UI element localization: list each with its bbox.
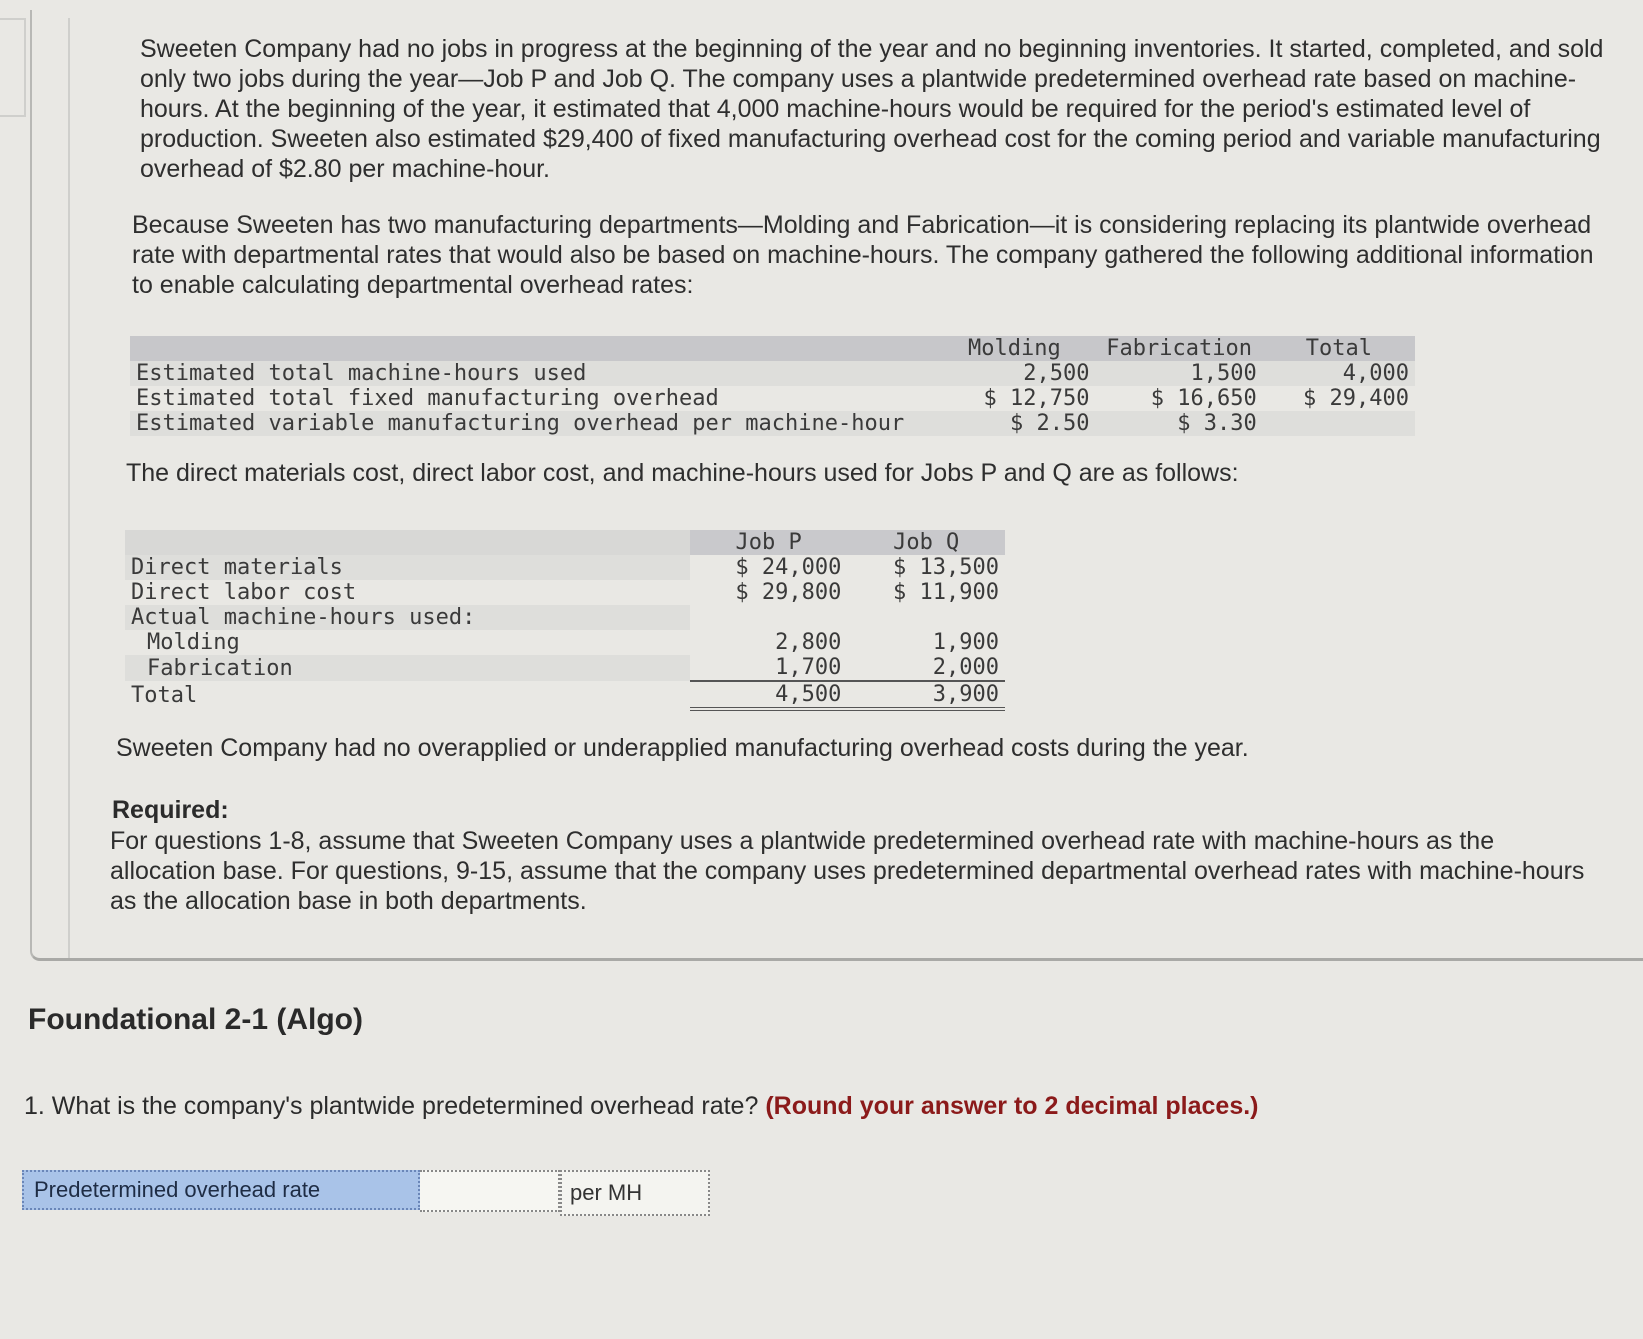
- table-row: Total 4,500 3,900: [125, 681, 1005, 709]
- required-paragraph: For questions 1-8, assume that Sweeten Company uses a plantwide predetermined overhead rate with machine-hours as the allocation base. For questions, 9-15, assume that the company uses predetermined departmental overhead rates with machine-hours as the allocation base in both departments.: [110, 827, 1585, 915]
- question-prompt: 1. What is the company's plantwide predetermined overhead rate?: [24, 1092, 759, 1120]
- col-job-q: Job Q: [847, 530, 1005, 555]
- table-row: Estimated total fixed manufacturing overhead $ 12,750 $ 16,650 $ 29,400: [136, 386, 1409, 411]
- col-total: Total: [1263, 336, 1415, 361]
- left-margin-stub: [0, 18, 26, 117]
- table-row: Actual machine-hours used:: [125, 605, 1005, 630]
- table-header-row: [130, 336, 1415, 361]
- predetermined-rate-input[interactable]: [420, 1170, 560, 1212]
- table-row: Fabrication 1,700 2,000: [125, 655, 1005, 681]
- answer-label: Predetermined overhead rate: [22, 1170, 420, 1210]
- required-heading: Required:: [112, 796, 229, 824]
- table-row: Molding 2,800 1,900: [147, 630, 999, 655]
- table-row: Direct materials $ 24,000 $ 13,500: [125, 555, 1005, 580]
- departments-paragraph: Because Sweeten has two manufacturing departments—Molding and Fabrication—it is considering replacing its plantwide overhead rate with departmental rates that would also be based on machine-hours. The company gathered the following additional information to enable calculating departmental overhead rates:: [132, 211, 1594, 299]
- jobs-paragraph: The direct materials cost, direct labor cost, and machine-hours used for Jobs P and Q are as follows:: [126, 459, 1239, 487]
- col-job-p: Job P: [690, 530, 848, 555]
- answer-row: [22, 1170, 710, 1212]
- section-title: Foundational 2-1 (Algo): [28, 1003, 363, 1036]
- job-cost-table: [125, 530, 1005, 711]
- question-instruction: (Round your answer to 2 decimal places.): [765, 1092, 1259, 1120]
- table-row: Estimated variable manufacturing overhead per machine-hour $ 2.50 $ 3.30: [130, 411, 1415, 436]
- question-text: [24, 1092, 1424, 1121]
- col-fabrication: Fabrication: [1096, 336, 1263, 361]
- answer-unit: per MH: [560, 1170, 710, 1216]
- table-row: Direct labor cost $ 29,800 $ 11,900: [131, 580, 999, 605]
- departmental-overhead-table: [130, 336, 1415, 436]
- table-header-row: [125, 530, 1005, 555]
- col-molding: Molding: [933, 336, 1095, 361]
- overhead-statement: Sweeten Company had no overapplied or underapplied manufacturing overhead costs during the year.: [116, 734, 1249, 762]
- table-row: Estimated total machine-hours used 2,500 1,500 4,000: [130, 361, 1415, 386]
- intro-paragraph: Sweeten Company had no jobs in progress at the beginning of the year and no beginning inventories. It started, completed, and sold only two jobs during the year—Job P and Job Q. The company uses a plantwide predetermined overhead rate based on machine-hours. At the beginning of the year, it estimated that 4,000 machine-hours would be required for the period's estimated level of production. Sweeten also estimated $29,400 of fixed manufacturing overhead cost for the coming period and variable manufacturing overhead of $2.80 per machine-hour.: [140, 35, 1604, 183]
